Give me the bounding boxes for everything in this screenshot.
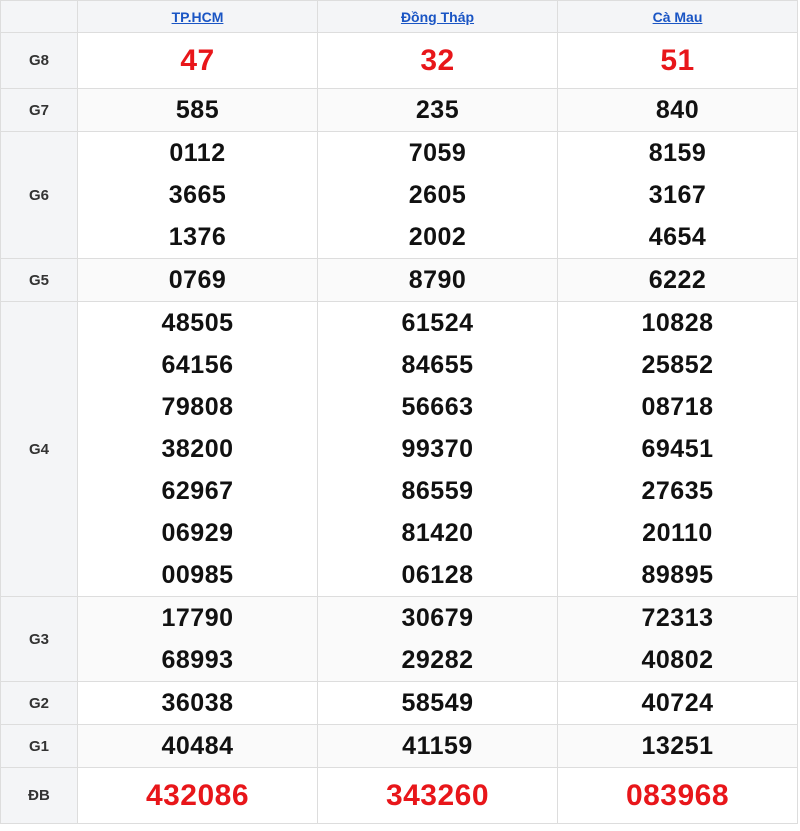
result-number: 62967 — [161, 477, 234, 505]
result-number: 3665 — [168, 181, 227, 209]
result-number: 84655 — [401, 351, 474, 379]
result-number: 47 — [180, 44, 215, 77]
result-number: 40484 — [161, 732, 234, 760]
result-number: 432086 — [145, 779, 250, 812]
result-number: 30679 — [401, 604, 474, 632]
result-cell — [78, 89, 318, 132]
result-number: 79808 — [161, 393, 234, 421]
result-number: 235 — [415, 96, 460, 124]
prize-label-g8: G8 — [1, 33, 78, 89]
result-number: 86559 — [401, 477, 474, 505]
result-number: 40802 — [641, 646, 714, 674]
result-cell — [318, 259, 558, 302]
province-header-2 — [558, 1, 798, 33]
result-number: 06128 — [401, 561, 474, 589]
result-cell — [558, 89, 798, 132]
prize-label-g3: G3 — [1, 597, 78, 682]
result-number: 840 — [655, 96, 700, 124]
result-cell — [558, 597, 798, 682]
result-number: 58549 — [401, 689, 474, 717]
result-cell — [558, 33, 798, 89]
result-number: 2002 — [408, 223, 467, 251]
result-number: 69451 — [641, 435, 714, 463]
table-row — [1, 597, 798, 682]
result-cell — [318, 302, 558, 597]
result-number: 99370 — [401, 435, 474, 463]
result-number: 8159 — [648, 139, 707, 167]
result-number: 38200 — [161, 435, 234, 463]
result-cell — [78, 132, 318, 259]
prize-column-header — [1, 1, 78, 33]
result-number: 00985 — [161, 561, 234, 589]
result-number: 10828 — [641, 309, 714, 337]
result-number: 68993 — [161, 646, 234, 674]
result-number: 64156 — [161, 351, 234, 379]
result-number: 6222 — [648, 266, 707, 294]
result-cell — [78, 259, 318, 302]
result-cell — [78, 597, 318, 682]
prize-label-g2: G2 — [1, 682, 78, 725]
result-cell — [318, 132, 558, 259]
prize-label-g6: G6 — [1, 132, 78, 259]
result-cell — [558, 768, 798, 824]
province-link-1[interactable]: Đồng Tháp — [400, 8, 475, 25]
result-number: 0112 — [169, 139, 226, 167]
result-number: 06929 — [161, 519, 234, 547]
result-cell — [78, 682, 318, 725]
table-row — [1, 259, 798, 302]
result-number: 0769 — [168, 266, 227, 294]
result-number: 1376 — [168, 223, 227, 251]
result-cell — [318, 725, 558, 768]
result-cell — [318, 768, 558, 824]
province-link-2[interactable]: Cà Mau — [652, 8, 703, 25]
result-number: 2605 — [408, 181, 467, 209]
result-number: 7059 — [408, 139, 467, 167]
result-number: 4654 — [648, 223, 707, 251]
result-cell — [318, 33, 558, 89]
result-number: 41159 — [402, 732, 473, 760]
table-body — [1, 33, 798, 824]
result-cell — [318, 597, 558, 682]
province-link-0[interactable]: TP.HCM — [171, 8, 224, 25]
result-number: 20110 — [642, 519, 713, 547]
result-cell — [558, 132, 798, 259]
table-row — [1, 302, 798, 597]
table-row — [1, 682, 798, 725]
prize-label-g1: G1 — [1, 725, 78, 768]
result-number: 17790 — [161, 604, 234, 632]
result-number: 083968 — [625, 779, 730, 812]
header-row — [1, 1, 798, 33]
result-cell — [78, 302, 318, 597]
result-number: 585 — [175, 96, 220, 124]
result-number: 61524 — [401, 309, 474, 337]
result-number: 343260 — [385, 779, 490, 812]
result-cell — [78, 33, 318, 89]
result-number: 25852 — [641, 351, 714, 379]
result-number: 89895 — [641, 561, 714, 589]
prize-label-g4: G4 — [1, 302, 78, 597]
result-cell — [558, 725, 798, 768]
result-cell — [558, 682, 798, 725]
table-row — [1, 132, 798, 259]
result-number: 29282 — [401, 646, 474, 674]
result-number: 13251 — [641, 732, 714, 760]
result-cell — [78, 725, 318, 768]
result-number: 72313 — [641, 604, 714, 632]
table-row — [1, 768, 798, 824]
result-number: 8790 — [408, 266, 467, 294]
result-cell — [558, 302, 798, 597]
result-number: 32 — [420, 44, 455, 77]
result-number: 81420 — [401, 519, 474, 547]
result-cell — [318, 89, 558, 132]
table-header — [1, 1, 798, 33]
result-cell — [558, 259, 798, 302]
result-number: 08718 — [641, 393, 714, 421]
table-row — [1, 89, 798, 132]
result-number: 27635 — [641, 477, 714, 505]
result-number: 51 — [660, 44, 695, 77]
result-number: 56663 — [401, 393, 474, 421]
result-number: 40724 — [641, 689, 714, 717]
table-row — [1, 725, 798, 768]
result-number: 36038 — [161, 689, 234, 717]
prize-label-g5: G5 — [1, 259, 78, 302]
result-cell — [318, 682, 558, 725]
table-row — [1, 33, 798, 89]
result-number: 48505 — [161, 309, 234, 337]
province-header-0 — [78, 1, 318, 33]
prize-label-đb: ĐB — [1, 768, 78, 824]
province-header-1 — [318, 1, 558, 33]
result-cell — [78, 768, 318, 824]
result-number: 3167 — [648, 181, 707, 209]
prize-label-g7: G7 — [1, 89, 78, 132]
